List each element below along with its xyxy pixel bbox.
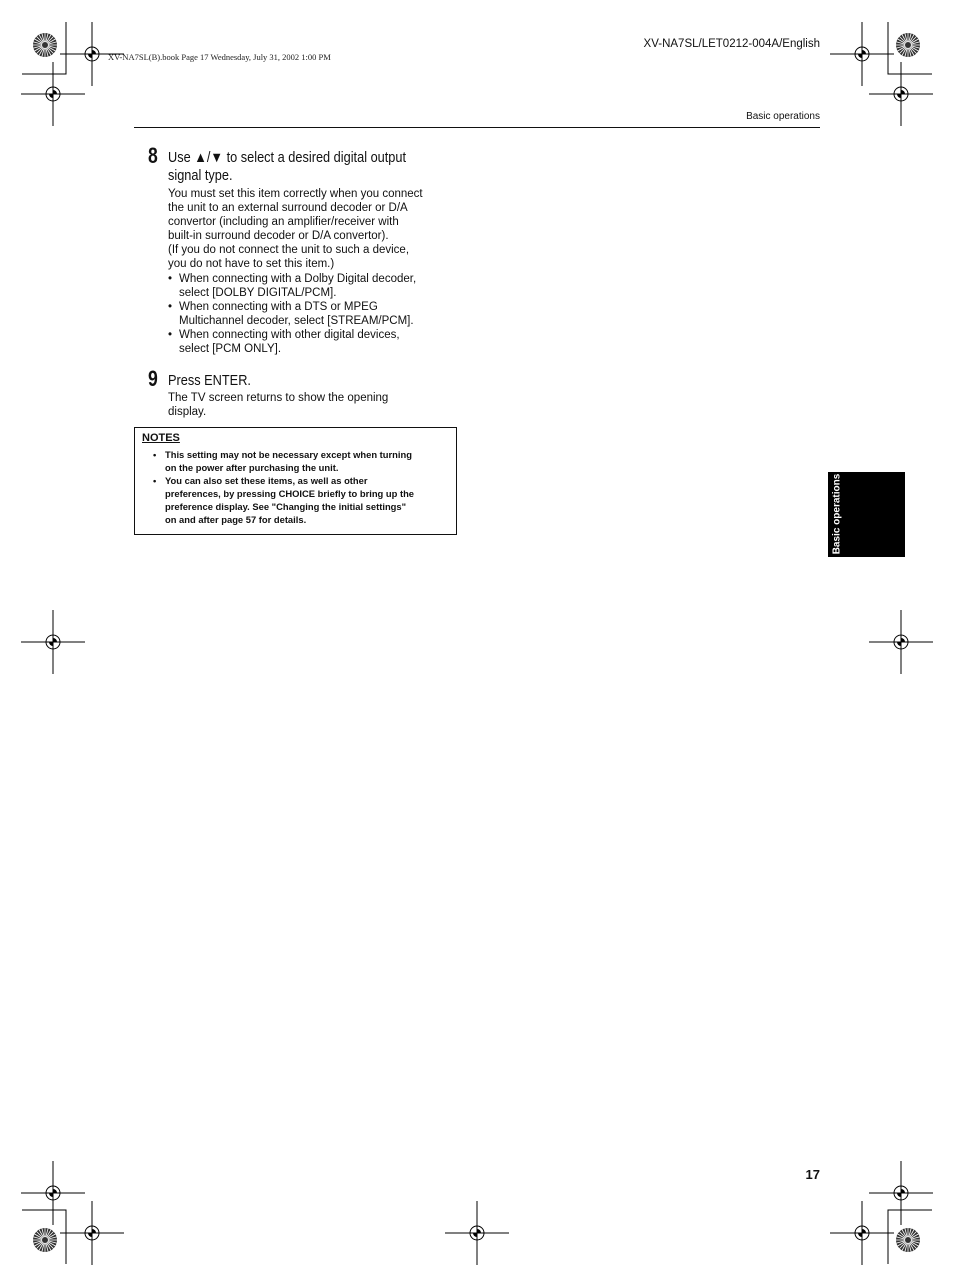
crop-mark-icon: [20, 1206, 80, 1266]
step-8-text-line: You must set this item correctly when you connect: [168, 188, 423, 200]
step-8-bullet: [168, 300, 423, 328]
registration-crosshair-icon: [445, 1201, 509, 1265]
step-8-bullet-line: • When connecting with other digital devices,: [179, 328, 400, 341]
step-8-text-line: convertor (including an amplifier/receiver with: [168, 216, 399, 229]
step-8-text-line: built-in surround decoder or D/A convertor).: [168, 230, 389, 243]
step-8-bullet: [168, 272, 423, 300]
step-8-bullet-list: [168, 272, 423, 357]
step-8-title-line: Use ▲/▼ to select a desired digital output: [168, 150, 407, 166]
step-9-body: [168, 391, 388, 419]
step-9-number: 9: [148, 366, 158, 391]
step-9-text-line: display.: [168, 406, 207, 419]
header-rule: [134, 127, 820, 128]
note-item: [153, 449, 453, 475]
step-9-text-line: The TV screen returns to show the opening: [168, 392, 389, 404]
note-item: [153, 475, 453, 527]
note-line: • This setting may not be necessary except when turning: [165, 449, 412, 460]
step-8-text-line: (If you do not connect the unit to such a device,: [168, 244, 410, 257]
page-number: 17: [805, 1167, 820, 1182]
step-8-bullet-line: select [DOLBY DIGITAL/PCM].: [179, 286, 337, 299]
step-8-bullet-line: • When connecting with a DTS or MPEG: [179, 300, 378, 313]
step-8-number: 8: [148, 143, 158, 168]
note-line: preferences, by pressing CHOICE briefly to bring up the: [165, 487, 415, 499]
note-line: preference display. See "Changing the initial settings": [165, 500, 407, 512]
step-8-bullet-line: Multichannel decoder, select [STREAM/PCM].: [179, 314, 414, 327]
print-info: XV-NA7SL(B).book Page 17 Wednesday, July 31, 2002 1:00 PM: [108, 52, 331, 62]
step-8-title: [168, 149, 406, 185]
section-label: Basic operations: [746, 111, 820, 122]
registration-crosshair-icon: [869, 610, 933, 674]
step-8-bullet: [168, 328, 423, 356]
registration-crosshair-icon: [21, 610, 85, 674]
notes-title: NOTES: [142, 432, 180, 444]
step-8-bullet-line: select [PCM ONLY].: [179, 343, 282, 356]
note-line: on the power after purchasing the unit.: [165, 461, 339, 473]
crop-mark-icon: [20, 20, 80, 80]
note-line: on and after page 57 for details.: [165, 513, 307, 525]
step-8-title-line: signal type.: [168, 168, 233, 184]
model-code: XV-NA7SL/LET0212-004A/English: [643, 38, 820, 50]
step-8-text-line: you do not have to set this item.): [168, 258, 335, 271]
crop-mark-icon: [874, 20, 934, 80]
crop-mark-icon: [874, 1206, 934, 1266]
step-8-bullet-line: • When connecting with a Dolby Digital decoder,: [179, 272, 417, 285]
section-side-tab: [828, 472, 905, 557]
note-line: • You can also set these items, as well as other: [165, 474, 368, 486]
step-9-title: Press ENTER.: [168, 373, 251, 389]
step-8-text-line: the unit to an external surround decoder or D/A: [168, 202, 408, 215]
notes-list: [153, 449, 453, 526]
side-tab-label: Basic operations: [831, 473, 843, 555]
step-8-body: [168, 187, 423, 356]
notes-box: [134, 427, 457, 535]
